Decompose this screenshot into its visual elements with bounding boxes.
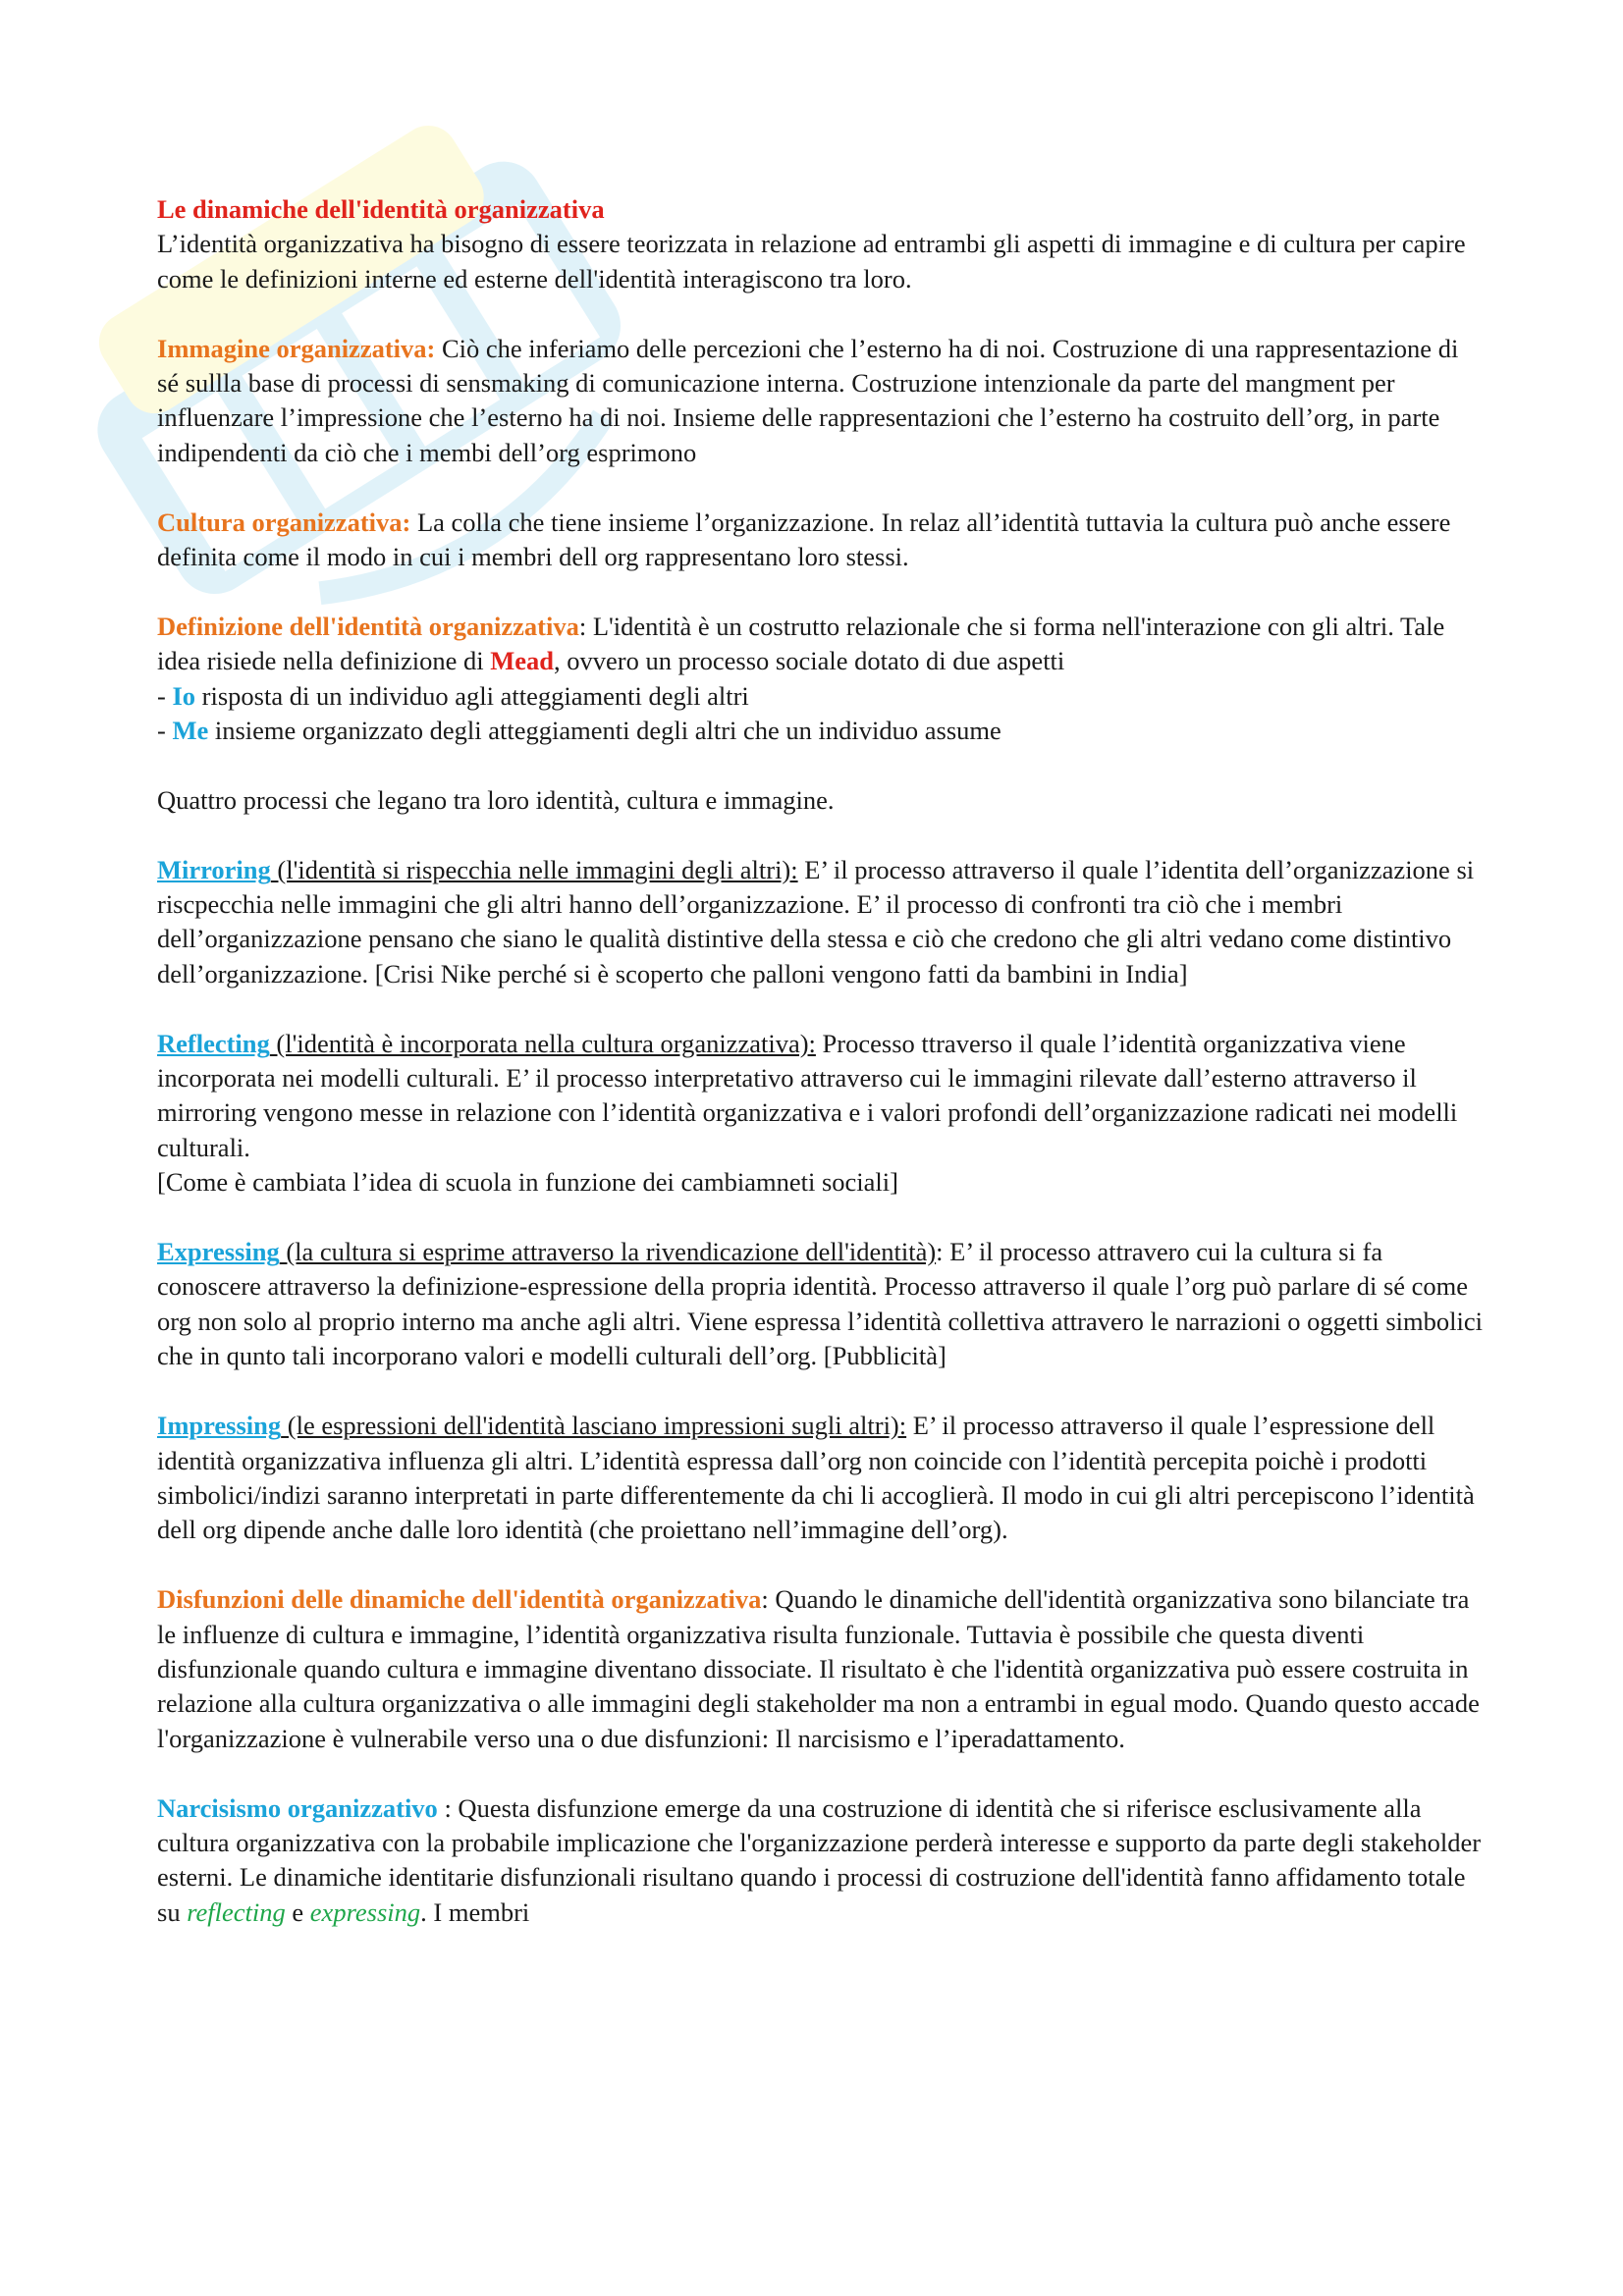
intro-text: L’identità organizzativa ha bisogno di essere teorizzata in relazione ad entrambi gli aspetti di immagine e di cultura per capire come le definizioni interne ed esterne dell'identità interagiscono tra loro. <box>157 229 1466 294</box>
expressing-emphasis: expressing <box>309 1896 421 1927</box>
cultura-heading: Cultura organizzativa: <box>157 507 411 537</box>
expressing-paragraph <box>157 1235 1483 1374</box>
mirroring-paragraph <box>157 853 1483 992</box>
mirroring-subtitle: (l'identità si rispecchia nelle immagini degli altri): <box>270 854 798 884</box>
disfunzioni-heading: Disfunzioni delle dinamiche dell'identità organizzativa <box>157 1584 762 1615</box>
mirroring-link[interactable]: Mirroring <box>157 854 271 884</box>
impressing-subtitle: (le espressioni dell'identità lasciano impressioni sugli altri): <box>281 1411 907 1441</box>
io-prefix: - <box>157 680 173 711</box>
me-text: insieme organizzato degli atteggiamenti degli altri che un individuo assume <box>208 716 1001 746</box>
cultura-paragraph <box>157 506 1483 575</box>
narcisismo-heading: Narcisismo organizzativo <box>157 1792 438 1823</box>
impressing-text: E’ il processo attraverso il quale l’espressione dell identità organizzativa influenza gli altri. L’identità espressa dall’org non coincide con l’identità percepita poichè i prodotti simbolici/indizi saranno interpretati in parte differentemente da chi li accoglierà. Il modo in cui gli altri percepiscono l’identità dell org dipende anche dalle loro identità (che proiettano nell’immagine dell’org). <box>157 1411 1475 1545</box>
reflecting-emphasis: reflecting <box>187 1896 286 1927</box>
reflecting-link[interactable]: Reflecting <box>157 1028 270 1058</box>
io-term: Io <box>172 680 196 711</box>
reflecting-paragraph <box>157 1027 1483 1201</box>
mead-term: Mead <box>490 646 554 676</box>
definizione-paragraph <box>157 610 1483 749</box>
document-body <box>157 192 1483 1965</box>
immagine-heading: Immagine organizzativa: <box>157 333 436 363</box>
reflecting-subtitle: (l'identità è incorporata nella cultura organizzativa): <box>269 1028 816 1058</box>
narcisismo-text-a: : Questa disfunzione emerge da una costruzione di identità che si riferisce esclusivamente alla cultura organizzativa con la probabile implicazione che l'organizzazione perderà interesse e supporto da parte degli stakeholder esterni. Le dinamiche identitarie disfunzionali risultano quando i processi di costruzione dell'identità fanno affidamento totale su <box>157 1792 1482 1927</box>
definizione-text-a: : L'identità è un costrutto relazionale che si forma nell'interazione con gli altri. Tale idea risiede nella definizione di <box>157 611 1445 676</box>
reflecting-text: Processo ttraverso il quale l’identità organizzativa viene incorporata nei modelli culturali. E’ il processo interpretativo attraverso cui le immagini rilevate dall’esterno attraverso il mirroring vengono messe in relazione con l’identità organizzativa e i valori profondi dell’organizzazione radicati nei modelli culturali. <box>157 1028 1458 1162</box>
me-prefix: - <box>157 716 173 746</box>
reflecting-note: [Come è cambiata l’idea di scuola in funzione dei cambiamneti sociali] <box>157 1167 898 1198</box>
expressing-text: : E’ il processo attravero cui la cultura si fa conoscere attraverso la definizione-espressione della propria identità. Processo attraverso il quale l’org può parlare di sé come org non solo al proprio interno ma anche agli altri. Viene espressa l’identità collettiva attravero le narrazioni o oggetti simbolici che in qunto tali incorporano valori e modelli culturali dell’org. [Pubblicità] <box>157 1237 1483 1371</box>
quattro-paragraph: Quattro processi che legano tra loro identità, cultura e immagine. <box>157 784 835 815</box>
disfunzioni-paragraph <box>157 1582 1483 1756</box>
mirroring-text: E’ il processo attraverso il quale l’identita dell’organizzazione si riscpecchia nelle immagini che gli altri hanno dell’organizzazione. E’ il processo di confronti tra ciò che i membri dell’organizzazione pensano che siano le qualità distintive della stessa e ciò che credono che gli altri vedano come distintivo dell’organizzazione. [Crisi Nike perché si è scoperto che palloni vengono fatti da bambini in India] <box>157 854 1475 988</box>
cultura-text: La colla che tiene insieme l’organizzazione. In relaz all’identità tuttavia la cultura può anche essere definita come il modo in cui i membri dell org rappresentano loro stessi. <box>157 507 1451 572</box>
immagine-paragraph <box>157 332 1483 471</box>
definizione-text-b: , ovvero un processo sociale dotato di due aspetti <box>553 646 1065 676</box>
intro-paragraph <box>157 192 1483 296</box>
document-title: Le dinamiche dell'identità organizzativa <box>157 194 605 224</box>
expressing-subtitle: (la cultura si esprime attraverso la rivendicazione dell'identità) <box>279 1237 937 1267</box>
io-text: risposta di un individuo agli atteggiamenti degli altri <box>195 680 749 711</box>
impressing-paragraph <box>157 1409 1483 1548</box>
impressing-link[interactable]: Impressing <box>157 1411 282 1441</box>
narcisismo-text-b: . I membri <box>420 1896 530 1927</box>
expressing-link[interactable]: Expressing <box>157 1237 280 1267</box>
narcisismo-paragraph <box>157 1791 1483 1931</box>
immagine-text: Ciò che inferiamo delle percezioni che l’esterno ha di noi. Costruzione di una rappresentazione di sé sullla base di processi di sensmaking di comunicazione interna. Costruzione intenzionale da parte del mangment per influenzare l’impressione che l’esterno ha di noi. Insieme delle rappresentazioni che l’esterno ha costruito dell’org, in parte indipendenti da ciò che i membi dell’org esprimono <box>157 333 1459 467</box>
narcisismo-and: e <box>285 1896 310 1927</box>
disfunzioni-text: : Quando le dinamiche dell'identità organizzativa sono bilanciate tra le influenze di cultura e immagine, l’identità organizzativa risulta funzionale. Tuttavia è possibile che questa diventi disfunzionale quando cultura e immagine diventano dissociate. Il risultato è che l'identità organizzativa può essere costruita in relazione alla cultura organizzativa o alle immagini degli stakeholder ma non a entrambi in egual modo. Quando questo accade l'organizzazione è vulnerabile verso una o due disfunzioni: Il narcisismo e l’iperadattamento. <box>157 1584 1480 1753</box>
definizione-heading: Definizione dell'identità organizzativa <box>157 611 579 641</box>
me-term: Me <box>172 716 209 746</box>
